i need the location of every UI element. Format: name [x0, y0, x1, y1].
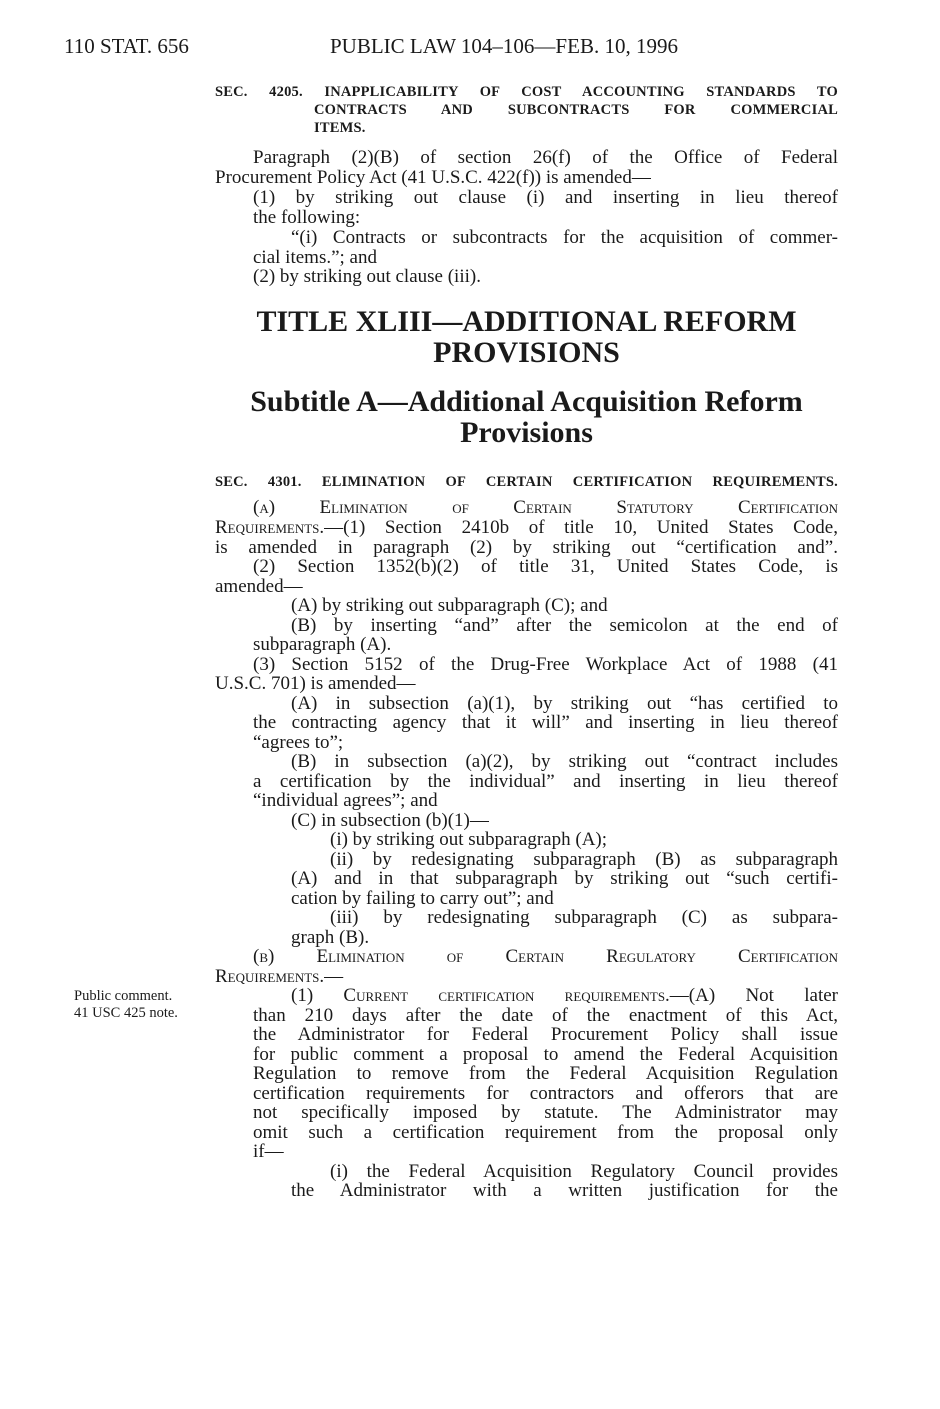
subsection-b-heading-cont: Requirements.—	[215, 966, 344, 987]
paragraph-line: graph (B).	[291, 927, 370, 948]
paragraph-line: (C) in subsection (b)(1)—	[291, 810, 489, 831]
paragraph-line: amended—	[215, 576, 303, 597]
paragraph-line: (A) by striking out subparagraph (C); and	[291, 595, 608, 616]
section-heading-cont: ITEMS.	[314, 120, 366, 136]
paragraph-line: (2) Section 1352(b)(2) of title 31, United States Code, is	[253, 556, 838, 577]
paragraph-line: (3) Section 5152 of the Drug-Free Workplace Act of 1988 (41	[253, 654, 838, 675]
paragraph-line: certification requirements for contractors and offerors that are	[253, 1083, 838, 1104]
paragraph-line: a certification by the individual” and inserting in lieu thereof	[253, 771, 838, 792]
paragraph-line: (i) the Federal Acquisition Regulatory Council provides	[330, 1161, 838, 1182]
paragraph-line: if—	[253, 1141, 284, 1162]
paragraph-line: (1) by striking out clause (i) and inserting in lieu thereof	[253, 187, 838, 208]
paragraph-line: not specifically imposed by statute. The Administrator may	[253, 1102, 838, 1123]
paragraph-line: (A) and in that subparagraph by striking out “such certifi-	[291, 868, 838, 889]
paragraph-line: the following:	[253, 207, 361, 228]
margin-note	[74, 988, 178, 1022]
title-line-2: PROVISIONS	[433, 336, 620, 369]
paragraph-line: than 210 days after the date of the enactment of this Act,	[253, 1005, 838, 1026]
paragraph-line: Regulation to remove from the Federal Acquisition Regulation	[253, 1063, 838, 1084]
subtitle-line-1: Subtitle A—Additional Acquisition Reform	[250, 385, 803, 418]
paragraph-line: Paragraph (2)(B) of section 26(f) of the Office of Federal	[253, 147, 838, 168]
paragraph-line: (iii) by redesignating subparagraph (C) as subpara-	[330, 907, 838, 928]
paragraph-line: (B) in subsection (a)(2), by striking out “contract includes	[291, 751, 838, 772]
margin-note-public-comment: Public comment.	[74, 988, 173, 1004]
stat-reference: 110 STAT. 656	[64, 34, 189, 58]
paragraph-line: Procurement Policy Act (41 U.S.C. 422(f)) is amended—	[215, 167, 651, 188]
paragraph-line: the contracting agency that it will” and inserting in lieu thereof	[253, 712, 838, 733]
paragraph-line: subparagraph (A).	[253, 634, 392, 655]
paragraph-line: “agrees to”;	[253, 732, 344, 753]
paragraph-line: is amended in paragraph (2) by striking out “certification and”.	[215, 537, 838, 558]
margin-note-usc-reference: 41 USC 425 note.	[74, 1005, 178, 1021]
section-heading: SEC. 4205. INAPPLICABILITY OF COST ACCOUNTING STANDARDS TO	[215, 84, 838, 100]
paragraph-line: (ii) by redesignating subparagraph (B) as subparagraph	[330, 849, 838, 870]
paragraph-line: the Administrator for Federal Procurement Policy shall issue	[253, 1024, 838, 1045]
paragraph-line: (i) by striking out subparagraph (A);	[330, 829, 608, 850]
subsection-b-heading: (b) Elimination of Certain Regulatory Certification	[253, 946, 838, 967]
paragraph-line: the Administrator with a written justification for the	[291, 1180, 838, 1201]
paragraph-line: (2) by striking out clause (iii).	[253, 266, 481, 287]
subsection-a-heading: (a) Elimination of Certain Statutory Certification	[253, 497, 838, 518]
paragraph-line: for public comment a proposal to amend the Federal Acquisition	[253, 1044, 838, 1065]
subtitle-line-2: Provisions	[460, 416, 593, 449]
title-line-1: TITLE XLIII—ADDITIONAL REFORM	[256, 305, 797, 338]
paragraph-line: “(i) Contracts or subcontracts for the acquisition of commer-	[291, 227, 838, 248]
paragraph-line: cial items.”; and	[253, 247, 377, 268]
law-reference: PUBLIC LAW 104–106—FEB. 10, 1996	[330, 34, 678, 58]
paragraph-line: cation by failing to carry out”; and	[291, 888, 554, 909]
paragraph-line: “individual agrees”; and	[253, 790, 438, 811]
section-heading: SEC. 4301. ELIMINATION OF CERTAIN CERTIFICATION REQUIREMENTS.	[215, 474, 838, 490]
paragraph-line: omit such a certification requirement from the proposal only	[253, 1122, 838, 1143]
subtitle-heading	[215, 386, 838, 448]
paragraph-b1-heading: (1) Current certification requirements.—(A) Not later	[291, 985, 838, 1006]
subsection-a-heading-cont: Requirements.—(1) Section 2410b of title 10, United States Code,	[215, 517, 838, 538]
paragraph-line: (B) by inserting “and” after the semicolon at the end of	[291, 615, 838, 636]
paragraph-line: (A) in subsection (a)(1), by striking out “has certified to	[291, 693, 838, 714]
page-header	[64, 34, 884, 62]
title-heading	[215, 306, 838, 368]
section-heading-cont: CONTRACTS AND SUBCONTRACTS FOR COMMERCIAL	[314, 102, 838, 118]
paragraph-line: U.S.C. 701) is amended—	[215, 673, 416, 694]
